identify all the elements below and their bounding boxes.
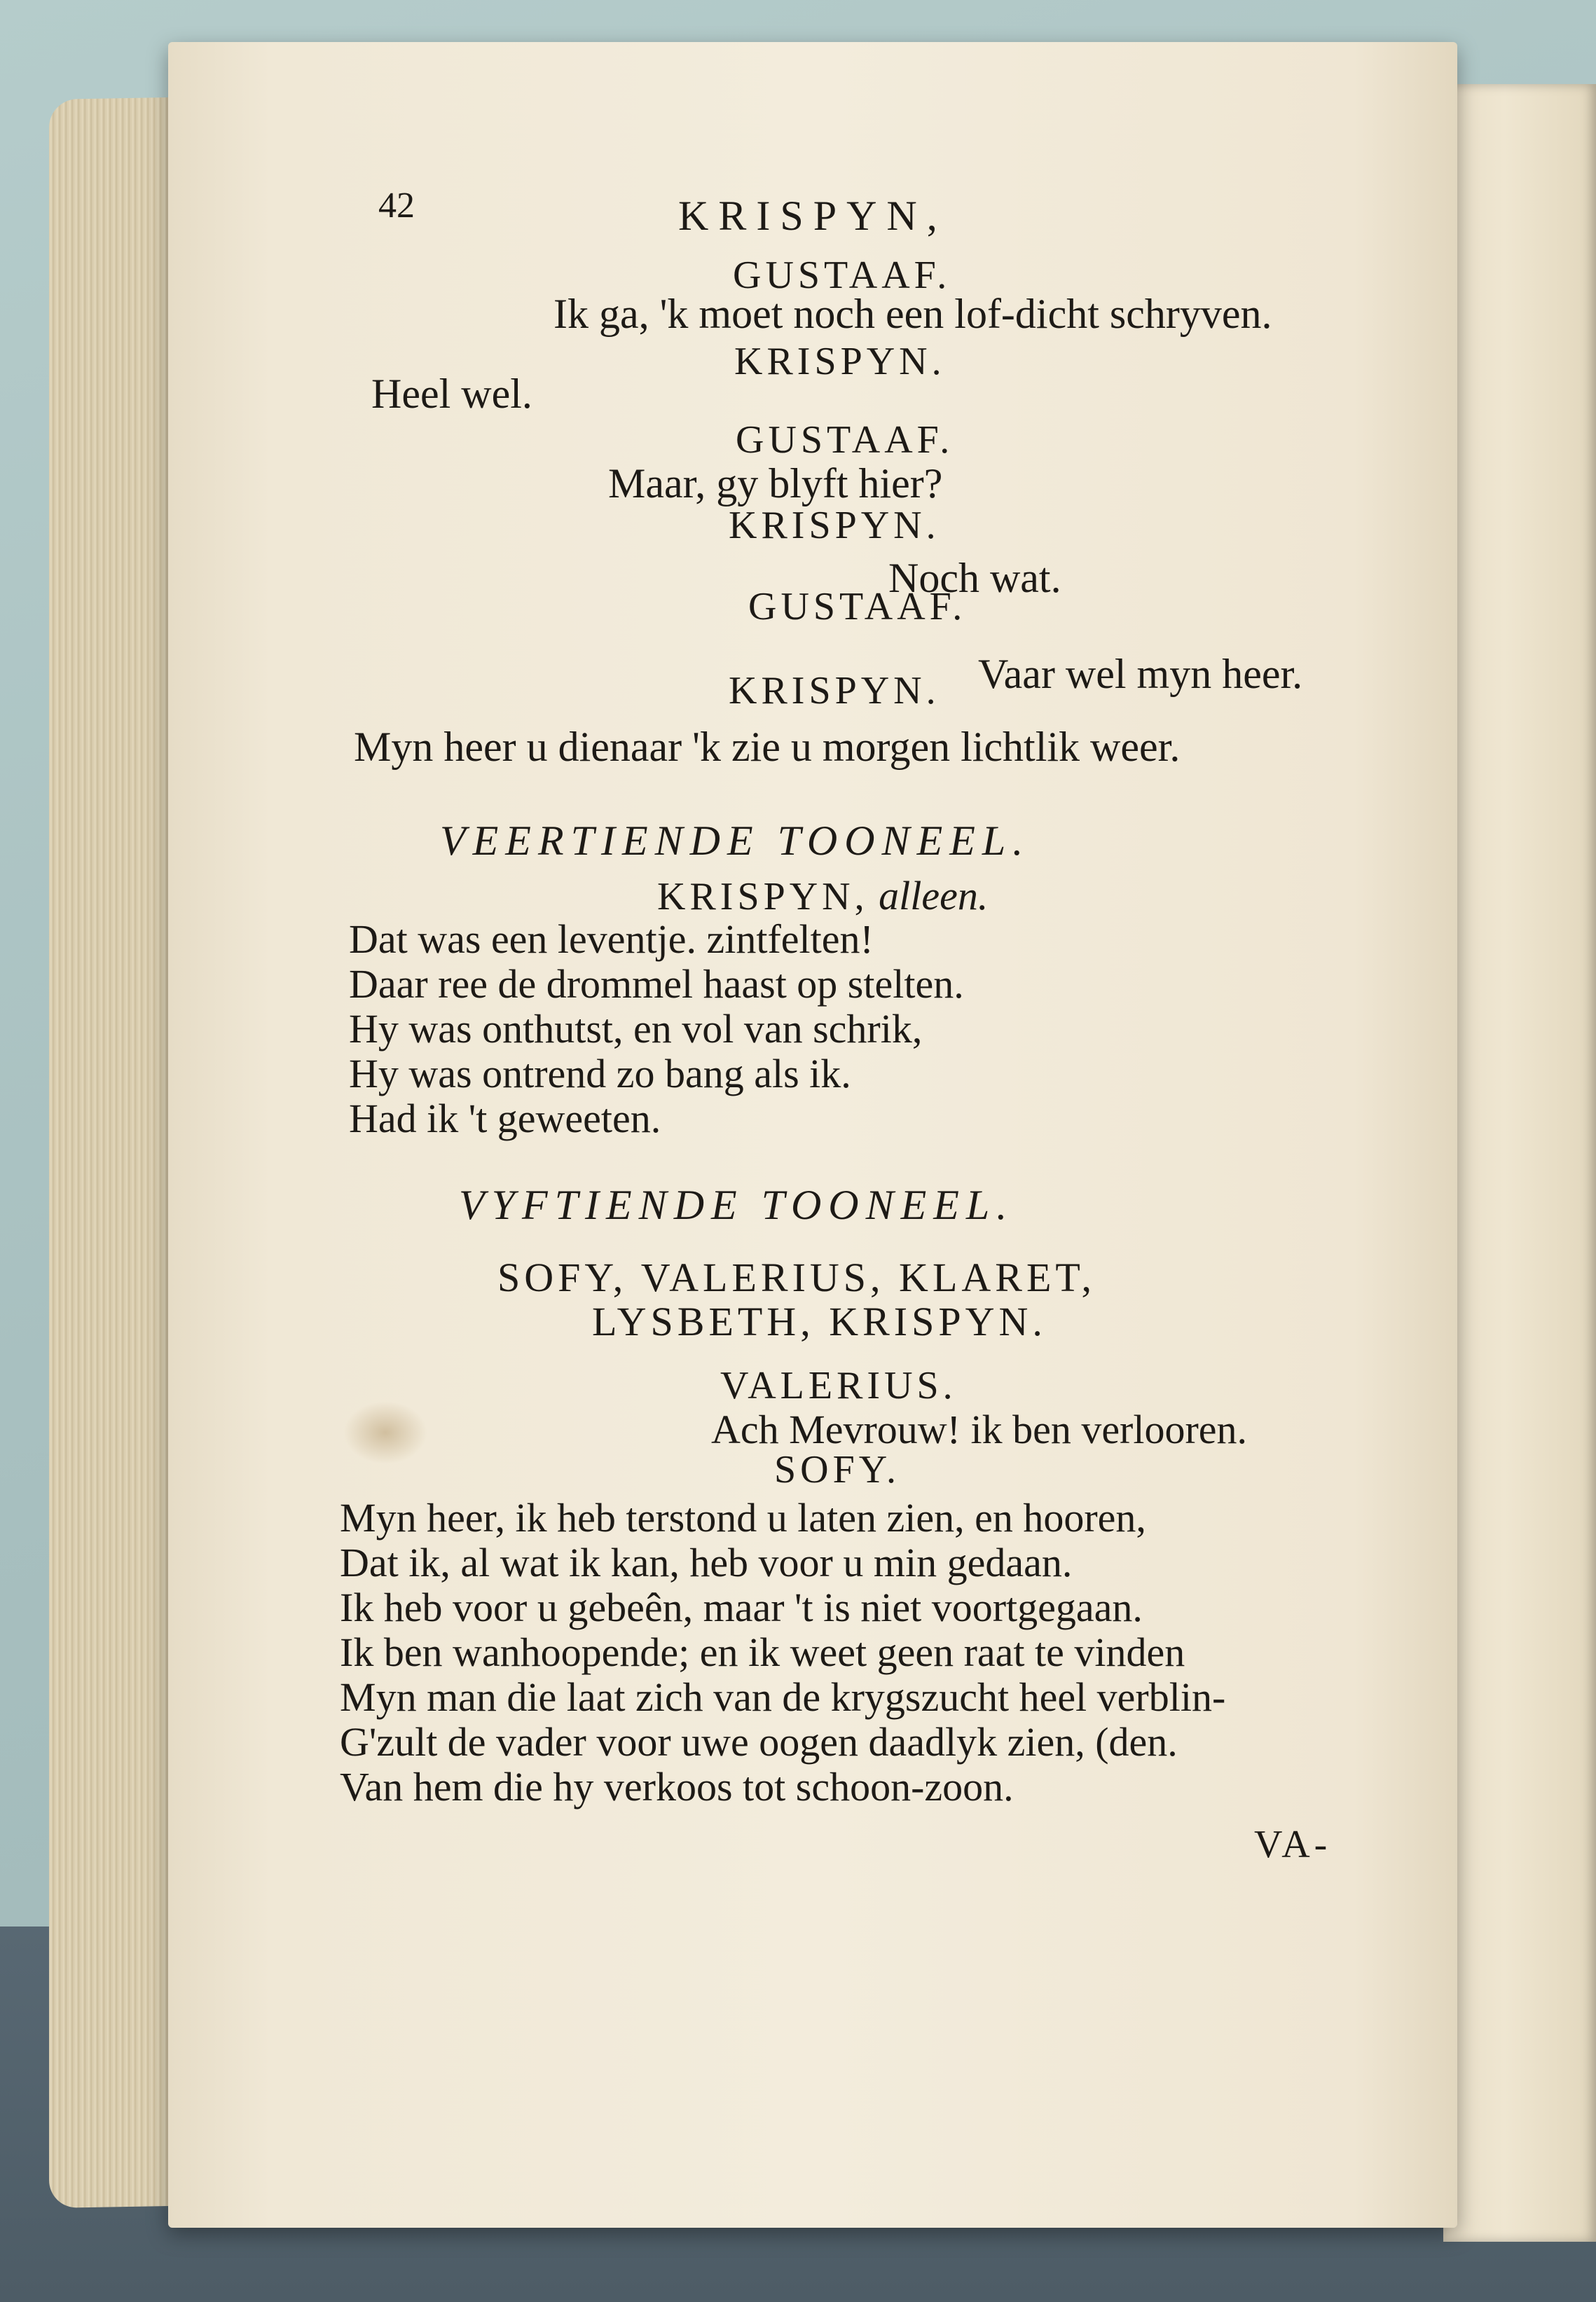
- verse-line: Hy was onthutst, en vol van schrik,: [349, 1006, 923, 1052]
- page-number: 42: [378, 186, 415, 226]
- speaker-label: KRISPYN,: [657, 875, 869, 918]
- verse-line: Daar ree de drommel haast op stelten.: [349, 961, 964, 1007]
- speaker-label: KRISPYN.: [729, 669, 940, 712]
- cast-list: SOFY, VALERIUS, KLARET,: [497, 1255, 1096, 1300]
- dialogue-line: Myn heer u dienaar 'k zie u morgen lichtlik weer.: [354, 724, 1181, 770]
- cast-list: LYSBETH, KRISPYN.: [592, 1299, 1047, 1344]
- speaker-label: SOFY.: [774, 1448, 900, 1491]
- speaker-label: GUSTAAF.: [736, 418, 954, 462]
- speaker-label: GUSTAAF.: [733, 254, 951, 297]
- speaker-label: VALERIUS.: [720, 1364, 957, 1407]
- verse-line: G'zult de vader voor uwe oogen daadlyk zien, (den.: [340, 1719, 1178, 1765]
- facing-page-edge: [1443, 84, 1596, 2242]
- verse-line: Myn heer, ik heb terstond u laten zien, en hooren,: [340, 1495, 1146, 1541]
- dialogue-line: Ik ga, 'k moet noch een lof-dicht schryven.: [553, 291, 1272, 337]
- scene-title: VEERTIENDE TOONEEL.: [440, 818, 1031, 864]
- verse-line: Ik heb voor u gebeên, maar 't is niet voortgegaan.: [340, 1585, 1143, 1630]
- stage-direction: alleen.: [879, 873, 989, 918]
- dialogue-line: Ach Mevrouw! ik ben verlooren.: [711, 1407, 1248, 1452]
- verse-line: Dat was een leventje. zintfelten!: [349, 916, 874, 962]
- dialogue-line: Heel wel.: [371, 371, 532, 417]
- dialogue-line: Noch wat.: [888, 555, 1061, 601]
- verse-line: Had ik 't geweeten.: [349, 1096, 661, 1141]
- foxing-stain: [343, 1401, 427, 1464]
- verse-line: Myn man die laat zich van de krygszucht heel verblin-: [340, 1674, 1226, 1720]
- speaker-label: KRISPYN.: [734, 340, 946, 383]
- verse-line: Van hem die hy verkoos tot schoon-zoon.: [340, 1764, 1014, 1810]
- speaker-label: GUSTAAF.: [748, 585, 967, 628]
- speaker-label: KRISPYN.: [729, 504, 940, 547]
- verse-line: Ik ben wanhoopende; en ik weet geen raat te vinden: [340, 1629, 1185, 1675]
- verse-line: Hy was ontrend zo bang als ik.: [349, 1051, 851, 1096]
- running-head: KRISPYN,: [678, 193, 947, 239]
- verse-line: Dat ik, al wat ik kan, heb voor u min gedaan.: [340, 1540, 1073, 1585]
- dialogue-line: Maar, gy blyft hier?: [608, 460, 943, 506]
- catchword: VA-: [1254, 1823, 1332, 1866]
- scene-title: VYFTIENDE TOONEEL.: [459, 1182, 1014, 1228]
- dialogue-line: Vaar wel myn heer.: [978, 651, 1303, 697]
- scene-speaker: [657, 873, 989, 918]
